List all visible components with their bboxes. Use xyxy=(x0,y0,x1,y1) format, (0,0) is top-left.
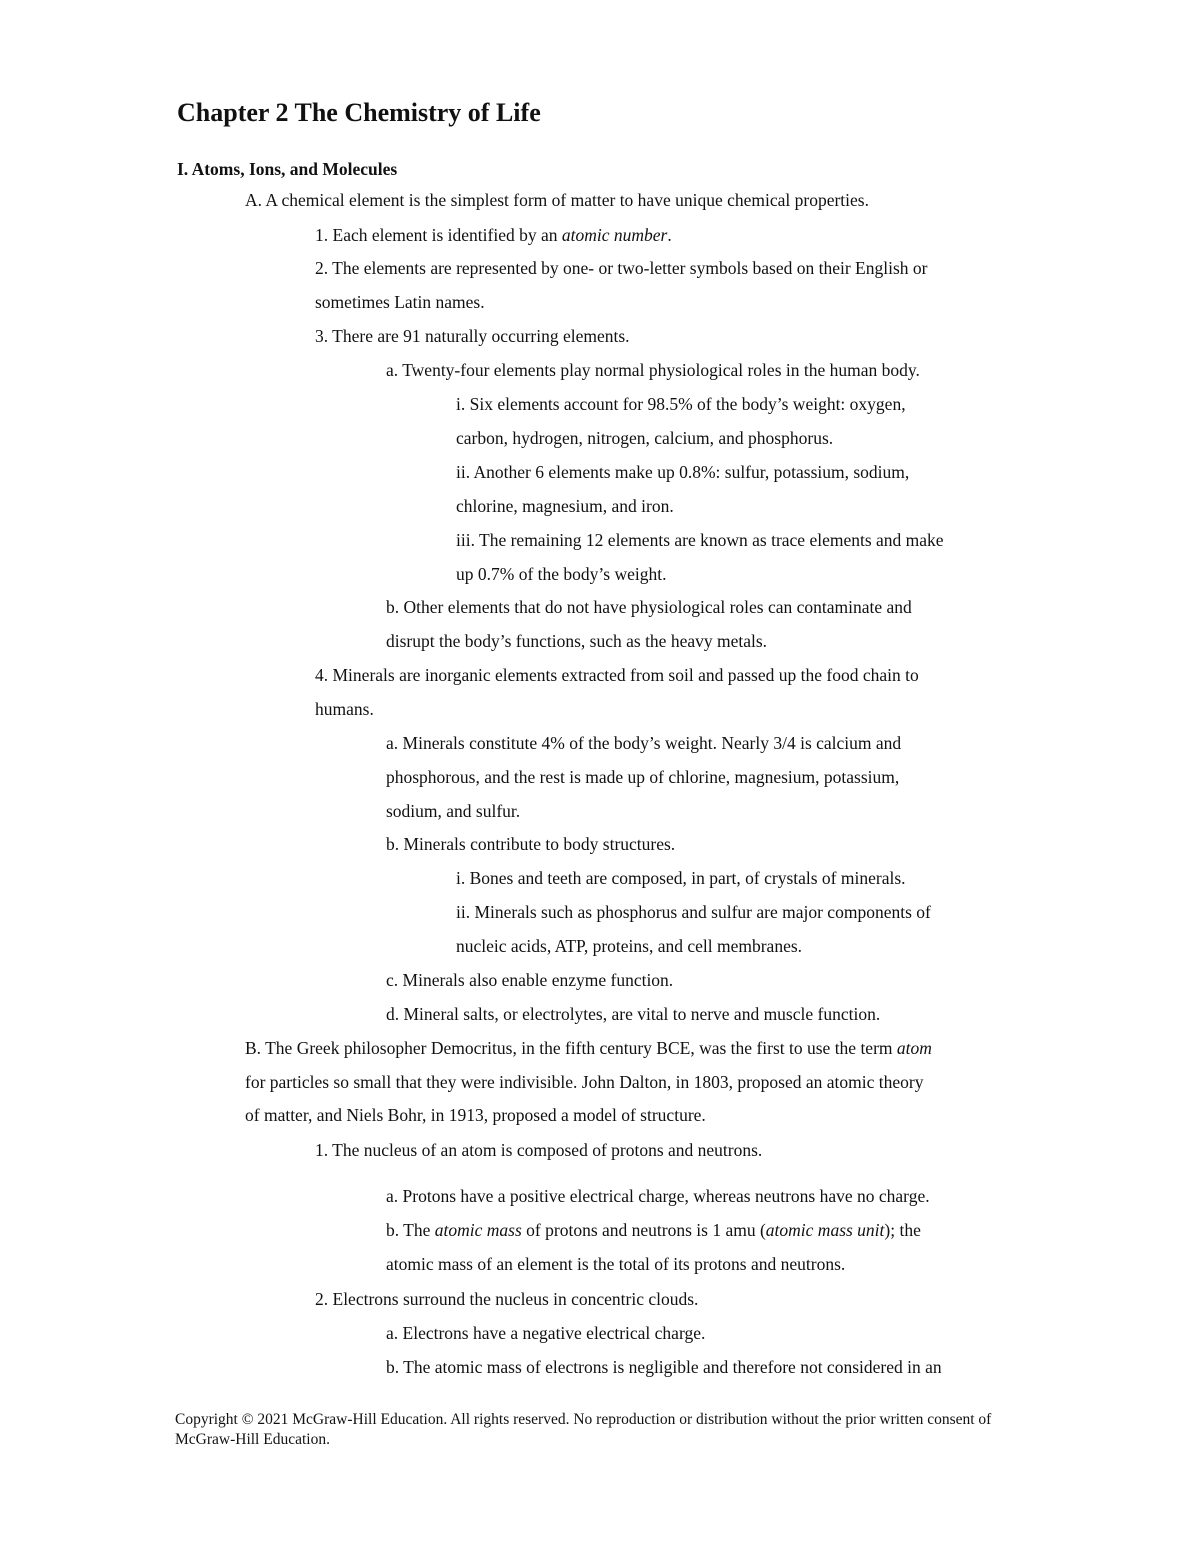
outline-text: B. The Greek philosopher Democritus, in the fifth century BCE, was the first to use the term xyxy=(245,1038,897,1058)
outline-text: of protons and neutrons is 1 amu ( xyxy=(521,1220,766,1240)
outline-item-A3a: a. Twenty-four elements play normal physiological roles in the human body. xyxy=(386,360,920,380)
outline-item-B1a: a. Protons have a positive electrical charge, whereas neutrons have no charge. xyxy=(386,1186,930,1206)
outline-text: b. The xyxy=(386,1220,435,1240)
outline-item-A4bi: i. Bones and teeth are composed, in part, of crystals of minerals. xyxy=(456,868,906,888)
key-term: atomic mass xyxy=(434,1220,522,1240)
outline-item-A: A. A chemical element is the simplest form of matter to have unique chemical properties. xyxy=(245,190,869,210)
key-term: atom xyxy=(896,1038,932,1058)
copyright-footer: Copyright © 2021 McGraw-Hill Education. All rights reserved. No reproduction or distribution without the prior written consent of McGraw-Hill Education. xyxy=(175,1411,992,1448)
outline-item-B-continued: of matter, and Niels Bohr, in 1913, proposed a model of structure. xyxy=(245,1105,706,1125)
outline-item-A3b: b. Other elements that do not have physiological roles can contaminate and xyxy=(386,597,912,617)
section-heading: I. Atoms, Ions, and Molecules xyxy=(177,159,398,179)
outline-item-A3b-continued: disrupt the body’s functions, such as the heavy metals. xyxy=(386,631,768,651)
outline-item-B-continued: for particles so small that they were indivisible. John Dalton, in 1803, proposed an atomic theory xyxy=(245,1072,924,1092)
outline-item-A4bii-continued: nucleic acids, ATP, proteins, and cell membranes. xyxy=(456,936,803,956)
outline-item-A3: 3. There are 91 naturally occurring elements. xyxy=(315,326,630,346)
outline-item-B2b: b. The atomic mass of electrons is negligible and therefore not considered in an xyxy=(386,1357,942,1377)
outline-item-A4c: c. Minerals also enable enzyme function. xyxy=(386,970,674,990)
key-term: atomic mass unit xyxy=(765,1220,885,1240)
outline-item-A3ai: i. Six elements account for 98.5% of the body’s weight: oxygen, xyxy=(456,394,906,414)
outline-item-B1: 1. The nucleus of an atom is composed of protons and neutrons. xyxy=(315,1140,763,1160)
outline-text: . xyxy=(667,225,672,245)
outline-item-A4: 4. Minerals are inorganic elements extracted from soil and passed up the food chain to xyxy=(315,665,919,685)
outline-item-B xyxy=(245,1034,932,1062)
outline-item-B1b xyxy=(386,1216,921,1244)
outline-item-A4-continued: humans. xyxy=(315,699,374,719)
outline-text: 1. Each element is identified by an xyxy=(315,225,562,245)
outline-item-A4bii: ii. Minerals such as phosphorus and sulfur are major components of xyxy=(456,902,931,922)
outline-text: ); the xyxy=(884,1220,921,1240)
key-term: atomic number xyxy=(561,225,668,245)
outline-item-A2: 2. The elements are represented by one- or two-letter symbols based on their English or xyxy=(315,258,928,278)
outline-item-B2: 2. Electrons surround the nucleus in concentric clouds. xyxy=(315,1289,699,1309)
outline-item-A1 xyxy=(315,221,672,249)
outline-item-A4d: d. Mineral salts, or electrolytes, are vital to nerve and muscle function. xyxy=(386,1004,881,1024)
outline-item-A4a: a. Minerals constitute 4% of the body’s weight. Nearly 3/4 is calcium and xyxy=(386,733,902,753)
outline-item-A3aiii-continued: up 0.7% of the body’s weight. xyxy=(456,564,667,584)
outline-item-A3ai-continued: carbon, hydrogen, nitrogen, calcium, and phosphorus. xyxy=(456,428,834,448)
outline-item-A3aii-continued: chlorine, magnesium, and iron. xyxy=(456,496,674,516)
outline-item-A3aiii: iii. The remaining 12 elements are known as trace elements and make xyxy=(456,530,944,550)
outline-item-A2-continued: sometimes Latin names. xyxy=(315,292,485,312)
outline-item-B1b-continued: atomic mass of an element is the total of its protons and neutrons. xyxy=(386,1254,846,1274)
page-title: Chapter 2 The Chemistry of Life xyxy=(177,98,541,127)
outline-item-A4b: b. Minerals contribute to body structures. xyxy=(386,834,676,854)
outline-item-A4a-continued: sodium, and sulfur. xyxy=(386,801,521,821)
outline-item-B2a: a. Electrons have a negative electrical charge. xyxy=(386,1323,706,1343)
outline-item-A3aii: ii. Another 6 elements make up 0.8%: sulfur, potassium, sodium, xyxy=(456,462,910,482)
outline-item-A4a-continued: phosphorous, and the rest is made up of chlorine, magnesium, potassium, xyxy=(386,767,900,787)
